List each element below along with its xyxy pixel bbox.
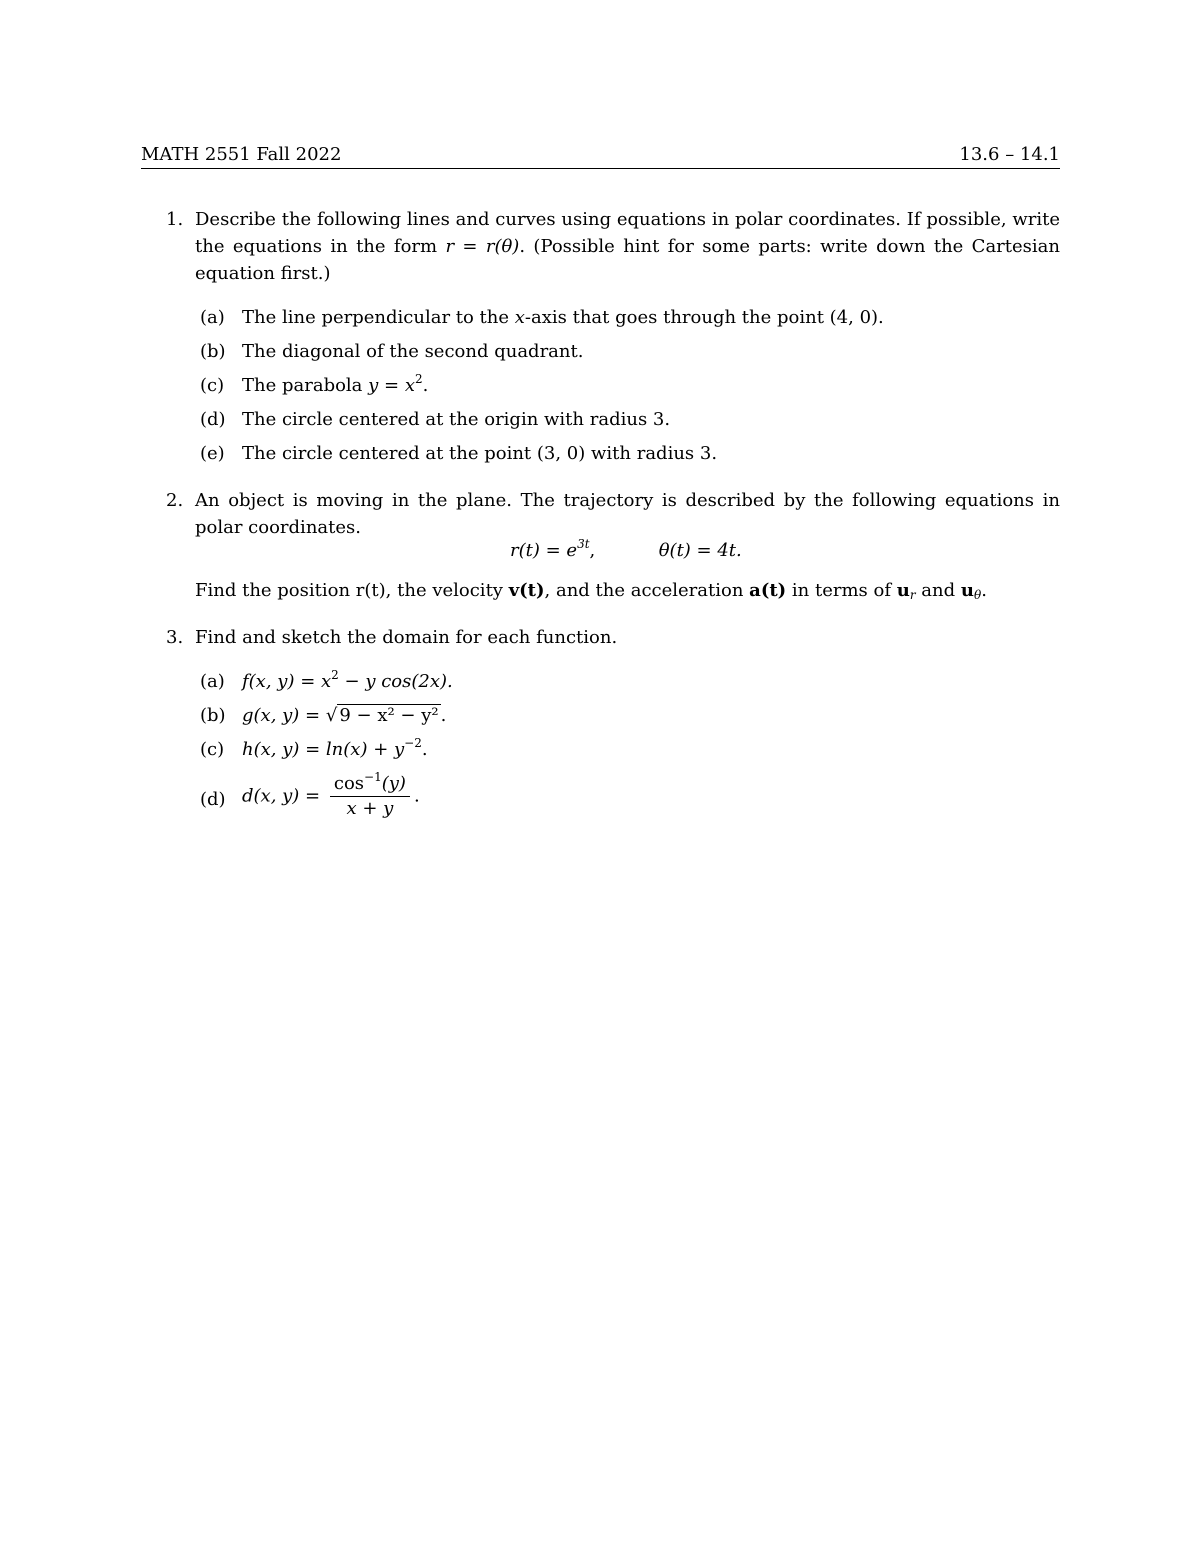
problem-text: Find and sketch the domain for each function. [195, 627, 618, 648]
trajectory-equations: $r(t) = e^{3t}$, θ(t) = 4t. [510, 537, 742, 561]
problem-1 [166, 206, 1060, 287]
problem-2 [166, 487, 1060, 541]
problem-2-task: Find the position r(t), the velocity v(t), and the acceleration a(t) in terms of $u_r$ and $u_\theta$. [195, 580, 987, 602]
document-page: MATH 2551 Fall 2022 13.6 – 14.1 1. Describe the following lines and curves using equations in polar coordinates. If possible, write the equations in the form r = r(θ). (Possible hint for some parts: write down the Cartesian equation first.) (a) The line perpendicular to the x-axis that goes through the point (4, 0). (b) The diagonal of the second quadrant. (c) The parabola $y = x^2$. (d) The circle centered at the origin with radius 3. (e) The circle centered at the point (3, 0) with radius 3. 2. An object is moving in the plane. The trajectory is described by the following equations in polar coordinates. $r(t) = e^{3t}$, θ(t) = 4t. Find the position r(t), the velocity v(t), and the acceleration a(t) in terms of $u_r$ and $u_\theta$. 3. Find and sketch the domain for each function. (a) f(x, $y) = x^2 - y$ cos(2x). (b) g(x, y) = √ 9 − x² − y² . (c) h(x, $y) = \ln(x) + y^{-2}$. (d) d(x, y) = $\frac{\cos^{-1}(y)}{x + y}$ . [141, 144, 1060, 819]
problem-number: 2. [166, 490, 184, 511]
problem-number: 3. [166, 627, 184, 648]
section-range: 13.6 – 14.1 [959, 144, 1060, 165]
problem-text: Describe the following lines and curves using equations in polar coordinates. If possible, write the equations in the form r = r(θ). (Possible hint for some parts: write down the Cartesian equation first.) [195, 209, 1060, 284]
problem-number: 1. [166, 209, 184, 230]
course-title: MATH 2551 Fall 2022 [141, 144, 342, 165]
page-header [141, 144, 1060, 169]
problem-3 [166, 624, 1060, 651]
problem-text: An object is moving in the plane. The trajectory is described by the following equations in polar coordinates. [195, 490, 1060, 538]
